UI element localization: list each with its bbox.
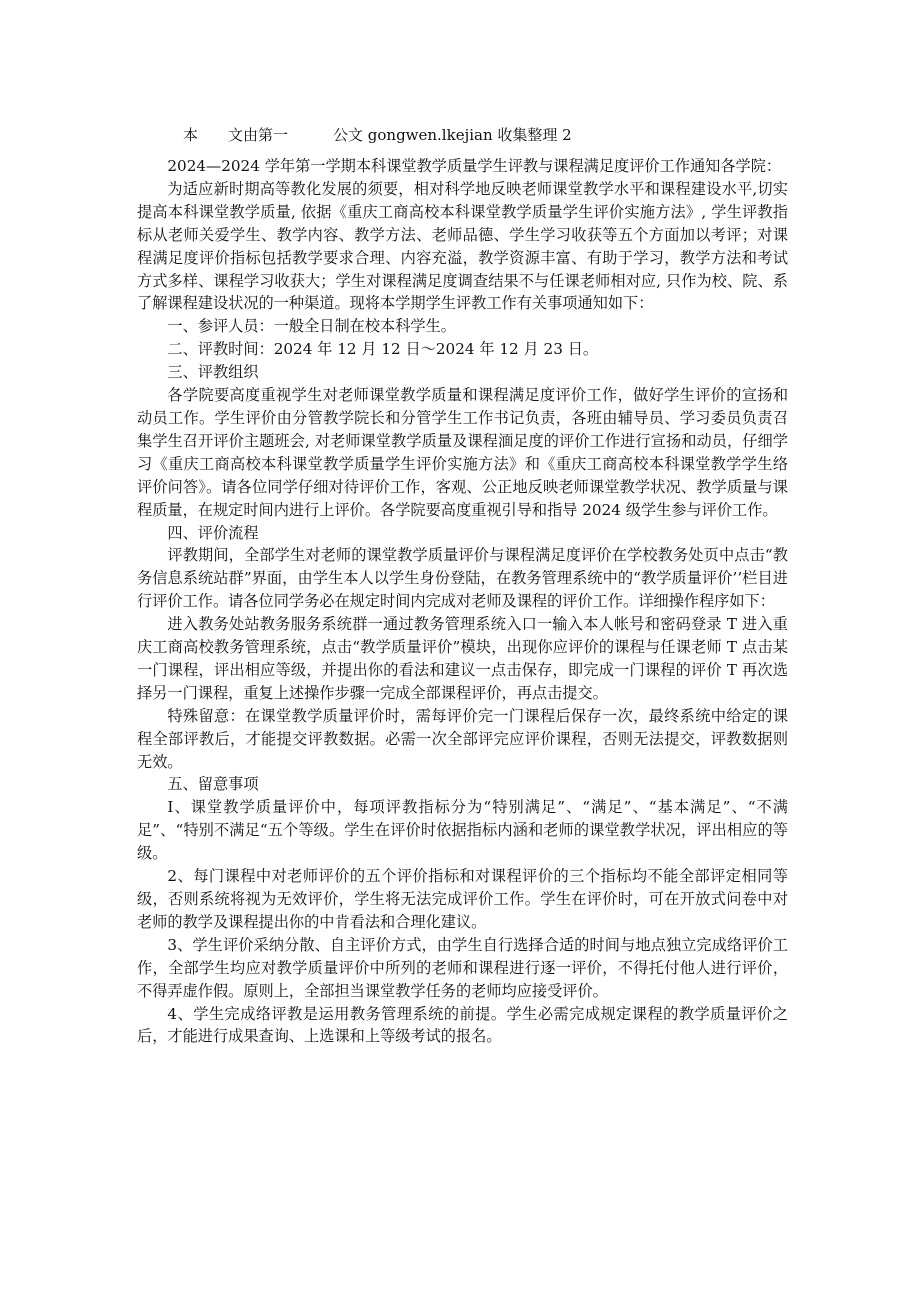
section-evaluation-time: 二、评教时间：2024 年 12 月 12 日～2024 年 12 月 23 日。 [167,340,599,359]
notice-title-line: 2024—2024 学年第一学期本科课堂教学质量学生评教与课程满足度评价工作通知各学院： [167,157,782,175]
intro-paragraph: 为适应新时期高等教化发展的须要，相对科学地反映老师课堂教学水平和课程建设水平,切实提高本科课堂教学质量, 依据《重庆工商高校本科课堂教学质量学生评价实施方法》, 学生评教指标从老师关爱学生、教学内容、教学方法、老师品德、学生学习收获等五个方面加以考评；对课程满足度评价指标包括教学要求合理、内容充溢，教学资源丰富、有助于学习，教学方法和考试方式多样、课程学习收获大；学生对课程满足度调查结果不与任课老师相对应, 只作为校、院、系了解课程建设状况的一种渠道。现将本学期学生评教工作有关事项通知如下： [137,179,788,313]
notes-item-3: 3、学生评价采纳分散、自主评价方式，由学生自行选择合适的时间与地点独立完成络评价工作，全部学生均应对教学质量评价中所列的老师和课程进行逐一评价，不得托付他人进行评价，不得弄虚作假。原则上，全部担当课堂教学任务的老师均应接受评价。 [137,935,788,1000]
section-process-body-2: 进入教务处站教务服务系统群一通过教务管理系统入口一输入本人帐号和密码登录 T 进入重庆工商高校教务管理系统，点击“教学质量评价”模块，出现你应评价的课程与任课老师 T 点击某一门课程，评出相应等级，并提出你的看法和建议一点击保存，即完成一门课程的评价 T 再次选择另一门课程，重复上述操作步骤一完成全部课程评价，再点击提交。 [137,615,788,702]
section-notes-title: 五、留意事项 [167,775,259,794]
notes-item-4: 4、学生完成络评教是运用教务管理系统的前提。学生必需完成规定课程的教学质量评价之后，才能进行成果查询、上选课和上等级考试的报名。 [137,1004,788,1046]
section-participants: 一、参评人员：一般全日制在校本科学生。 [167,317,456,336]
section-organization-body: 各学院要高度重视学生对老师课堂教学质量和课程满足度评价工作，做好学生评价的宣扬和动员工作。学生评价由分管教学院长和分管学生工作书记负责，各班由辅导员、学习委员负责召集学生召开评价主题班会, 对老师课堂教学质量及课程湎足度的评价工作进行宣扬和动员，仔细学习《重庆工商高校本科课堂教学质量学生评价实施方法》和《重庆工商高校本科课堂教学学生络评价问答》。请各位同学仔细对待评价工作，客观、公正地反映老师课堂教学状况、教学质量与课程质量，在规定时间内进行上评价。各学院要高度重视引导和指导 2024 级学生参与评价工作。 [137,386,788,519]
section-organization-title: 三、评教组织 [167,363,259,382]
notes-item-2: 2、每门课程中对老师评价的五个评价指标和对课程评价的三个指标均不能全部评定相同等级，否则系统将视为无效评价，学生将无法完成评价工作。学生在评价时，可在开放式问卷中对老师的教学及课程提出你的中肯看法和合理化建议。 [137,867,788,931]
section-process-title: 四、评价流程 [167,523,259,542]
section-process-body-3: 特殊留意：在课堂教学质量评价时，需每评价完一门课程后保存一次，最终系统中给定的课程全部评教后，才能提交评教数据。必需一次全部评完应评价课程，否则无法提交，评教数据则无效。 [137,706,788,771]
document-header: 本 文由第一 公文 gongwen.lkejian 收集整理 2 [183,126,572,144]
section-process-body-1: 评教期间，全部学生对老师的课堂教学质量评价与课程满足度评价在学校教务处页中点击“教务信息系统站群”界面，由学生本人以学生身份登陆，在教务管理系统中的“教学质量评价’’栏目进行评价工作。请各位同学务必在规定时间内完成对老师及课程的评价工作。详细操作程序如下： [137,546,788,611]
document-body [137,155,788,1048]
notes-item-1: I、课堂教学质量评价中，每项评教指标分为“特别满足”、“满足”、“基本满足”、“不满足”、“特别不满足“五个等级。学生在评价时依据指标内涵和老师的课堂教学状况，评出相应的等级。 [137,798,788,863]
